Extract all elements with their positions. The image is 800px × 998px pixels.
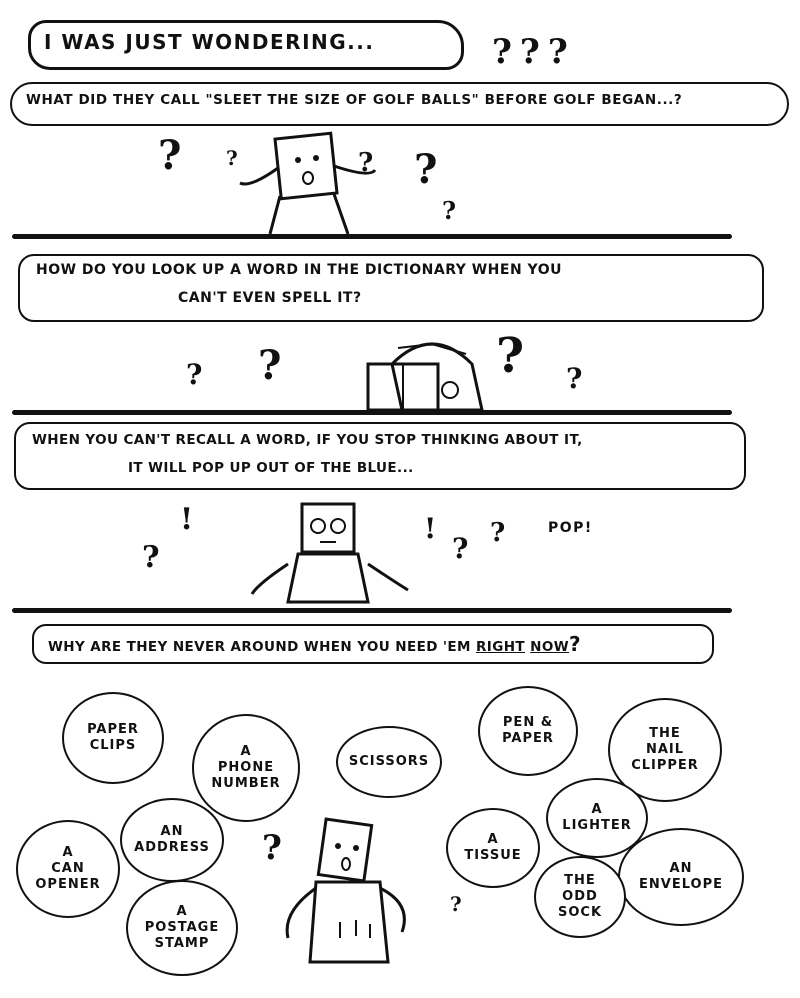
panel4-caption-start: WHY ARE THEY NEVER AROUND WHEN YOU NEED 'EM [48,639,476,655]
bubble-can-opener: A CAN OPENER [16,820,120,918]
bubble-paper-clips: PAPER CLIPS [62,692,164,784]
panel3-question-2: ? [452,532,469,565]
panel3-question-1: ? [142,540,160,575]
panel1-divider [12,234,732,239]
bubble-address: AN ADDRESS [120,798,224,882]
bubble-postage-stamp: A POSTAGE STAMP [126,880,238,976]
panel3-exclamation-1: ! [180,502,194,537]
panel2-question-2: ? [258,342,282,389]
panel3-pop-text: POP! [548,520,593,536]
bubble-tissue: A TISSUE [446,808,540,888]
panel4-caption-right: RIGHT [476,639,526,655]
bubble-scissors: SCISSORS [336,726,442,798]
panel2-dictionary-reader-figure [362,324,502,414]
title-text: I WAS JUST WONDERING... [44,30,375,54]
panel4-caption-end: ? [569,632,582,656]
panel3-thinking-figure [248,494,428,604]
panel2-caption-line2: CAN'T EVEN SPELL IT? [178,290,362,306]
panel2-question-1: ? [186,358,203,391]
panel4-caption-now: NOW [530,639,569,655]
bubble-nail-clipper: THE NAIL CLIPPER [608,698,722,802]
panel2-question-3: ? [496,328,525,384]
panel1-question-1: ? [158,132,182,179]
bubble-odd-sock: THE ODD SOCK [534,856,626,938]
panel1-question-3: ? [358,148,374,178]
panel3-exclamation-2: ! [424,512,437,545]
bubble-phone-number: A PHONE NUMBER [192,714,300,822]
title-question-marks: ??? [492,32,576,72]
panel2-divider [12,410,732,415]
panel3-question-3: ? [490,518,506,548]
panel1-question-4: ? [414,146,438,193]
bubble-lighter: A LIGHTER [546,778,648,858]
bubble-pen-paper: PEN & PAPER [478,686,578,776]
bubble-envelope: AN ENVELOPE [618,828,744,926]
panel2-caption-line1: HOW DO YOU LOOK UP A WORD IN THE DICTIONARY WHEN YOU [36,262,562,278]
panel4-caption [48,632,581,656]
panel1-question-2: ? [226,146,238,170]
panel1-thinker-figure [230,128,390,238]
panel2-question-4: ? [566,362,583,395]
panel3-divider [12,608,732,613]
panel1-question-5: ? [442,196,457,225]
panel3-caption-line2: IT WILL POP UP OUT OF THE BLUE... [128,460,414,476]
panel4-searching-figure [276,812,426,972]
panel1-caption: WHAT DID THEY CALL "SLEET THE SIZE OF GOLF BALLS" BEFORE GOLF BEGAN...? [26,92,683,108]
panel3-caption-line1: WHEN YOU CAN'T RECALL A WORD, IF YOU STOP THINKING ABOUT IT, [32,432,583,448]
panel4-question-2: ? [450,892,462,916]
panel4-question-1: ? [262,828,282,868]
